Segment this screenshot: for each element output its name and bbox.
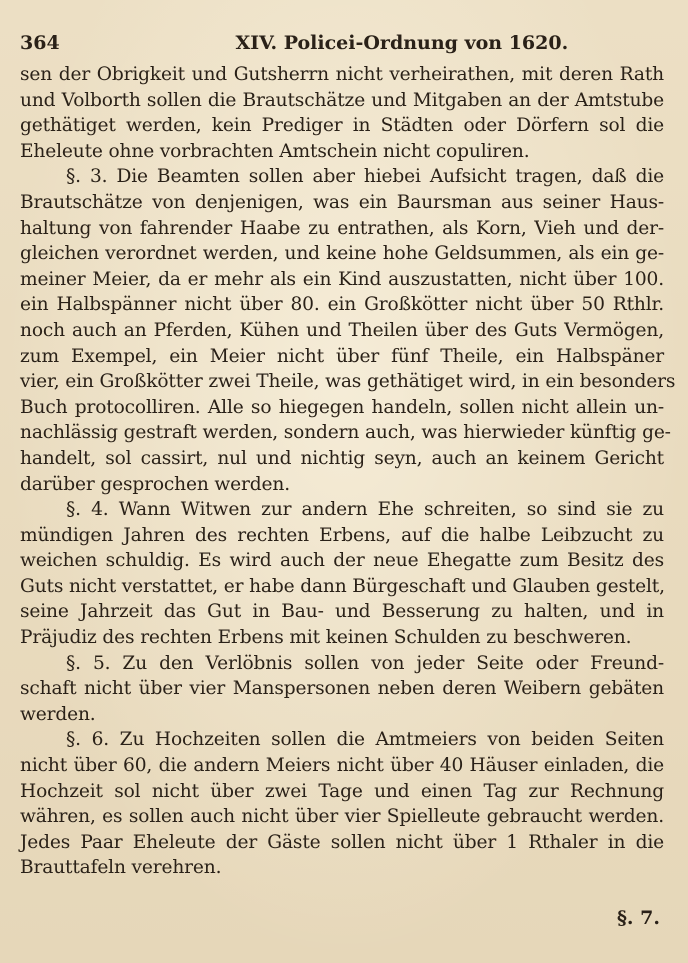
text-line: §. 5. Zu den Verlöbnis sollen von jeder Seite oder Freund- (66, 652, 664, 674)
paragraph (20, 164, 676, 497)
text-line: nicht über 60, die andern Meiers nicht über 40 Häuser einladen, die (20, 755, 664, 777)
text-line: nachlässig gestraft werden, sondern auch, was hierwieder künftig ge- (20, 422, 671, 444)
text-line: haltung von fahrender Haabe zu entrathen, als Korn, Vieh und der- (20, 217, 664, 239)
text-line: schaft nicht über vier Manspersonen neben deren Weibern gebäten (20, 678, 664, 700)
text-line: Brautschätze von denjenigen, was ein Baursman aus seiner Haus- (20, 191, 664, 213)
text-line: vier, ein Großkötter zwei Theile, was gethätiget wird, in ein besonders (20, 371, 676, 393)
text-line: handelt, sol cassirt, nul und nichtig seyn, auch an keinem Gericht (20, 447, 664, 469)
text-line: und Volborth sollen die Brautschätze und Mitgaben an der Amtstube (20, 89, 664, 111)
running-title: XIV. Policei-Ordnung von 1620. (235, 32, 569, 54)
text-line: Brauttafeln verehren. (20, 857, 222, 879)
page-header (20, 32, 664, 54)
catchword: §. 7. (616, 907, 660, 929)
text-line: §. 6. Zu Hochzeiten sollen die Amtmeiers von beiden Seiten (66, 729, 664, 751)
text-line: Präjudiz des rechten Erbens mit keinen Schulden zu beschweren. (20, 627, 632, 649)
text-line: darüber gesprochen werden. (20, 473, 290, 495)
paragraph (20, 727, 664, 881)
text-line: meiner Meier, da er mehr als ein Kind auszustatten, nicht über 100. (20, 268, 664, 290)
paragraph (20, 497, 664, 651)
text-line: noch auch an Pferden, Kühen und Theilen über des Guts Vermögen, (20, 319, 664, 341)
paragraph (20, 62, 664, 164)
text-line: Hochzeit sol nicht über zwei Tage und einen Tag zur Rechnung (20, 780, 664, 802)
text-line: seine Jahrzeit das Gut in Bau- und Besserung zu halten, und in (20, 601, 664, 623)
text-line: weichen schuldig. Es wird auch der neue Ehegatte zum Besitz des (20, 550, 664, 572)
text-line: Guts nicht verstattet, er habe dann Bürgeschaft und Glauben gestelt, (20, 575, 665, 597)
text-line: währen, es sollen auch nicht über vier Spielleute gebraucht werden. (20, 806, 664, 828)
text-line: gethätiget werden, kein Prediger in Städten oder Dörfern sol die (20, 115, 664, 137)
text-line: Eheleute ohne vorbrachten Amtschein nicht copuliren. (20, 140, 530, 162)
text-line: werden. (20, 703, 96, 725)
text-line: Jedes Paar Eheleute der Gäste sollen nicht über 1 Rthaler in die (20, 831, 664, 853)
paragraph (20, 651, 664, 728)
text-line: Buch protocolliren. Alle so hiegegen handeln, sollen nicht allein un- (20, 396, 664, 418)
text-line: ein Halbspänner nicht über 80. ein Großkötter nicht über 50 Rthlr. (20, 294, 664, 316)
text-line: mündigen Jahren des rechten Erbens, auf die halbe Leibzucht zu (20, 524, 664, 546)
text-line: zum Exempel, ein Meier nicht über fünf Theile, ein Halbspäner (20, 345, 664, 367)
text-line: §. 4. Wann Witwen zur andern Ehe schreiten, so sind sie zu (66, 499, 664, 521)
body-text (20, 62, 676, 881)
text-line: gleichen verordnet werden, und keine hohe Geldsummen, als ein ge- (20, 243, 664, 265)
text-line: sen der Obrigkeit und Gutsherrn nicht verheirathen, mit deren Rath (20, 64, 664, 85)
page-number: 364 (20, 32, 60, 54)
text-line: §. 3. Die Beamten sollen aber hiebei Aufsicht tragen, daß die (66, 166, 664, 188)
